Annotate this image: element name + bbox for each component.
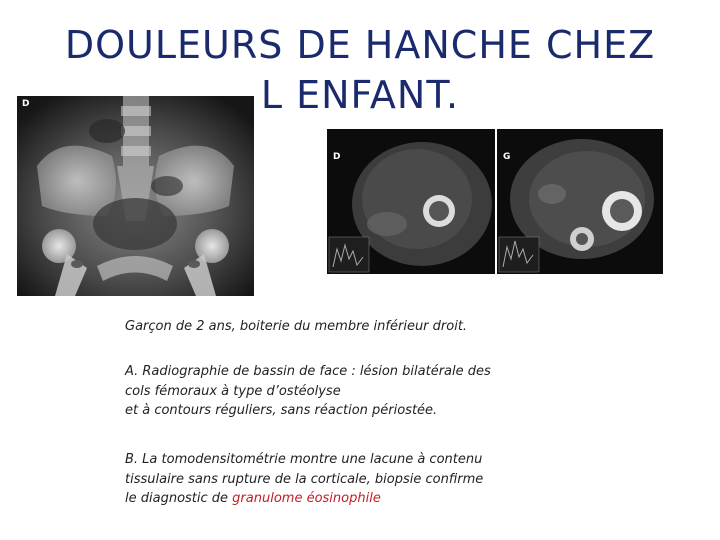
diagnosis-highlight: granulome éosinophile [232, 491, 381, 506]
ct-right-side-label: G [503, 152, 511, 162]
caption-a-line-2: cols fémoraux à type d’ostéolyse [125, 383, 341, 399]
xray-side-label: D [22, 99, 30, 109]
slide-title-line-2: L ENFANT. [260, 73, 460, 117]
ct-scan-left-image [327, 129, 495, 274]
caption-part-a [125, 362, 595, 421]
caption-b-line-3-prefix: le diagnostic de [125, 491, 233, 506]
caption-a-line-3: et à contours réguliers, sans réaction périostée. [125, 403, 438, 418]
pelvis-xray-image [17, 96, 254, 296]
slide-title-line-1: DOULEURS DE HANCHE CHEZ [64, 23, 656, 67]
ct-left-side-label: D [333, 152, 341, 162]
caption-part-b [125, 450, 595, 509]
caption-b-line-2: tissulaire sans rupture de la corticale, biopsie confirme [125, 471, 484, 487]
ct-scan-right-image [497, 129, 663, 274]
caption-intro: Garçon de 2 ans, boiterie du membre inférieur droit. [125, 319, 468, 334]
caption-b-line-1: B. La tomodensitométrie montre une lacune à contenu [125, 452, 483, 467]
caption-b-line-3 [125, 489, 595, 509]
caption-a-line-1: A. Radiographie de bassin de face : lésion bilatérale des [125, 364, 491, 379]
